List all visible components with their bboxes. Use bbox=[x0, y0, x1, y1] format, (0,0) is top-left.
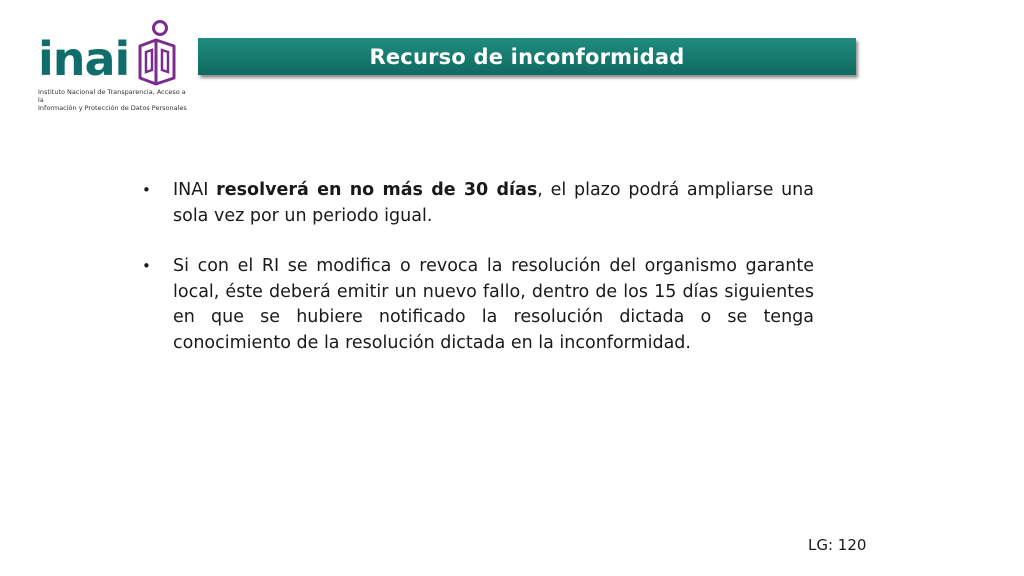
bullet-text-bold: resolverá en no más de 30 días bbox=[216, 180, 538, 200]
reader-figure-icon bbox=[134, 18, 178, 88]
logo-caption bbox=[38, 88, 188, 112]
logo-caption-line2: Información y Protección de Datos Personales bbox=[38, 104, 187, 112]
bullet-dot-icon: • bbox=[142, 181, 151, 199]
bullet-text-tail: , el plazo podrá ampliarse una sola vez por un periodo igual. bbox=[173, 180, 814, 226]
bullet-text: Si con el RI se modifica o revoca la resolución del organismo garante local, éste deberá emitir un nuevo fallo, dentro de los 15 días siguientes en que se hubiere notificado la resolución dictada o se tenga conocimiento de la resolución dictada en la inconformidad. bbox=[173, 256, 814, 353]
footer-reference: LG: 120 bbox=[808, 536, 867, 554]
bullet-dot-icon: • bbox=[142, 257, 151, 275]
page-title: Recurso de inconformidad bbox=[369, 44, 685, 69]
logo-wordmark: inai bbox=[38, 32, 130, 86]
bullet-text-lead: INAI bbox=[173, 180, 217, 200]
logo-caption-line1: Instituto Nacional de Transparencia, Acceso a la bbox=[38, 88, 186, 104]
bullet-list bbox=[140, 178, 814, 381]
inai-logo bbox=[38, 18, 188, 110]
title-banner bbox=[198, 38, 856, 75]
bullet-item bbox=[140, 254, 814, 356]
bullet-item bbox=[140, 178, 814, 229]
